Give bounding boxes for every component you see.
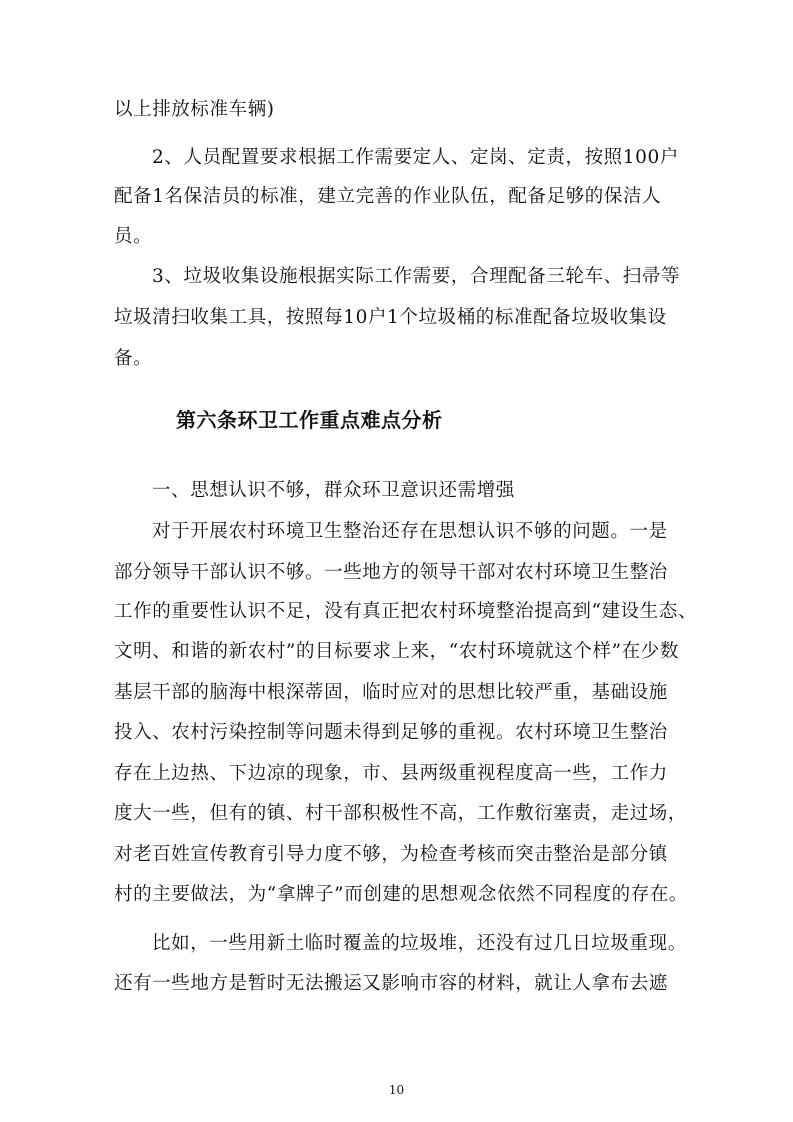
text-line: 基层干部的脑海中根深蒂固，临时应对的思想比较严重，基础设施	[114, 682, 668, 703]
text-line: 村的主要做法，为“拿牌子”而创建的思想观念依然不同程度的存在。	[114, 884, 689, 905]
text-line: 文明、和谐的新农村”的目标要求上来，“农村环境就这个样”在少数	[114, 641, 679, 662]
section-heading: 第六条环卫工作重点难点分析	[176, 408, 443, 432]
text-line: 存在上边热、下边凉的现象，市、县两级重视程度高一些，工作力	[114, 763, 668, 784]
text-line: 度大一些，但有的镇、村干部积极性不高，工作敷衍塞责，走过场，	[114, 803, 688, 824]
text-line: 还有一些地方是暂时无法搬运又影响市容的材料，就让人拿布去遮	[114, 973, 668, 994]
text-line: 备。	[114, 348, 153, 369]
page-number: 10	[388, 1083, 405, 1097]
text-line: 以上排放标准车辆)	[114, 99, 275, 120]
text-line: 垃圾清扫收集工具，按照每10户1个垃圾桶的标准配备垃圾收集设	[114, 307, 667, 328]
text-line: 2、人员配置要求根据工作需要定人、定岗、定责，按照100户	[152, 147, 679, 168]
text-line: 对老百姓宣传教育引导力度不够，为检查考核而突击整治是部分镇	[114, 844, 668, 865]
text-line: 投入、农村污染控制等问题未得到足够的重视。农村环境卫生整治	[114, 722, 668, 743]
text-line: 3、垃圾收集设施根据实际工作需要，合理配备三轮车、扫帚等	[152, 266, 681, 287]
text-line: 比如，一些用新土临时覆盖的垃圾堆，还没有过几日垃圾重现。	[152, 933, 687, 954]
text-line: 对于开展农村环境卫生整治还存在思想认识不够的问题。一是	[152, 521, 668, 542]
text-line: 配备1名保洁员的标准，建立完善的作业队伍，配备足够的保洁人	[114, 186, 662, 207]
text-line: 工作的重要性认识不足，没有真正把农村环境整治提高到“建设生态、	[114, 601, 698, 622]
subsection-heading: 一、思想认识不够，群众环卫意识还需增强	[152, 480, 515, 501]
text-line: 员。	[114, 226, 153, 247]
text-line: 部分领导干部认识不够。一些地方的领导干部对农村环境卫生整治	[114, 562, 668, 583]
